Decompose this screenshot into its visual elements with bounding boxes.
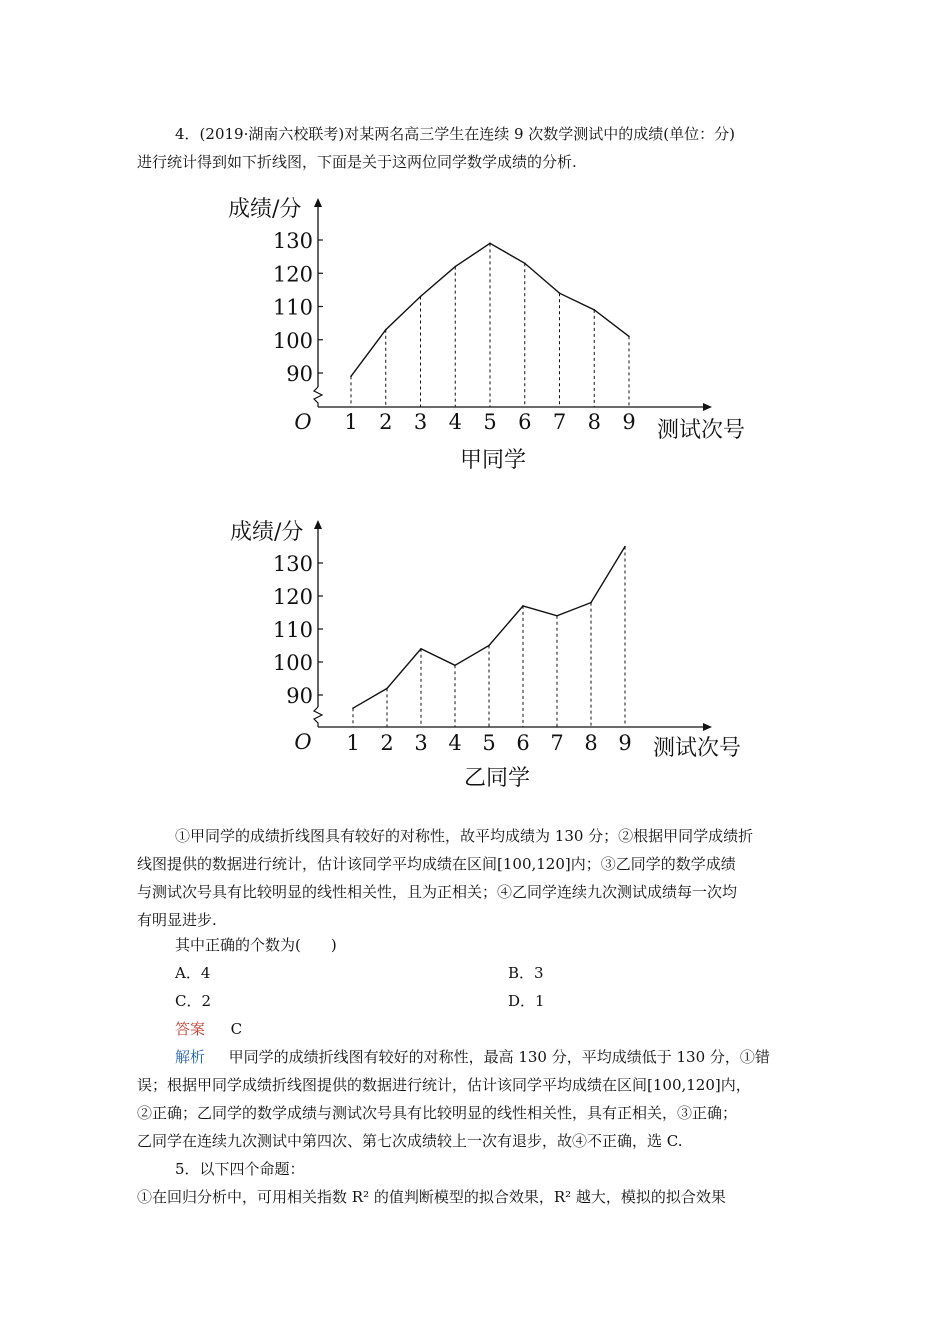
y-axis-break <box>314 707 322 727</box>
data-point <box>522 605 524 607</box>
x-tick-label: 5 <box>483 410 497 434</box>
y-axis-label: 成绩/分 <box>230 520 304 545</box>
answer-label: 答案 <box>175 1020 206 1038</box>
y-tick-label: 120 <box>272 585 313 609</box>
y-axis-arrow <box>314 520 322 529</box>
x-tick-label: 4 <box>448 410 462 434</box>
data-point <box>624 546 626 548</box>
x-tick-label: 6 <box>518 410 532 434</box>
option-c: C．2 <box>175 992 212 1010</box>
x-tick-label: 5 <box>482 731 496 755</box>
y-tick-label: 130 <box>272 552 313 576</box>
x-tick-label: 9 <box>618 731 632 755</box>
data-point <box>488 645 490 647</box>
answer-row <box>175 1019 242 1039</box>
y-axis-label: 成绩/分 <box>228 197 302 222</box>
statements-line3: 与测试次号具有比较明显的线性相关性，且为正相关；④乙同学连续九次测试成绩每一次均 <box>137 883 738 901</box>
origin-label: O <box>294 730 312 754</box>
x-axis-label: 测试次号 <box>653 736 742 761</box>
x-tick-label: 4 <box>448 731 462 755</box>
statements-line1: ①甲同学的成绩折线图具有较好的对称性，故平均成绩为 130 分；②根据甲同学成绩折 <box>175 827 754 845</box>
question5-line2: ①在回归分析中，可用相关指数 R² 的值判断模型的拟合效果，R² 越大，模拟的拟合效果 <box>137 1188 726 1206</box>
data-point <box>352 707 354 709</box>
option-a: A．4 <box>175 964 211 982</box>
x-tick-label: 9 <box>622 410 636 434</box>
answer-value: C <box>230 1020 243 1038</box>
analysis-line4: 乙同学在连续九次测试中第四次、第七次成绩较上一次有退步，故④不正确，选 C. <box>137 1132 683 1150</box>
option-b: B．3 <box>508 964 544 982</box>
x-tick-label: 3 <box>413 410 428 434</box>
statements-line4: 有明显进步. <box>137 911 217 929</box>
x-axis-label: 测试次号 <box>657 418 746 443</box>
question4-line2: 进行统计得到如下折线图，下面是关于这两位同学数学成绩的分析. <box>137 153 577 171</box>
statements-line2: 线图提供的数据进行统计，估计该同学平均成绩在区间[100,120]内；③乙同学的数学成绩 <box>137 855 736 873</box>
chart-title: 乙同学 <box>463 766 531 791</box>
y-tick-label: 100 <box>272 651 313 675</box>
y-tick-label: 90 <box>286 362 313 386</box>
data-point <box>556 615 558 617</box>
x-tick-label: 8 <box>587 410 601 434</box>
y-tick-label: 90 <box>286 684 313 708</box>
analysis-line3: ②正确；乙同学的数学成绩与测试次号具有比较明显的线性相关性，具有正相关，③正确； <box>137 1104 738 1122</box>
question4-line1: 4．(2019·湖南六校联考)对某两名高三学生在连续 9 次数学测试中的成绩(单位：分) <box>175 125 735 143</box>
chart-title: 甲同学 <box>459 448 527 473</box>
origin-label: O <box>294 410 312 434</box>
x-tick-label: 6 <box>516 731 530 755</box>
analysis-text1: 甲同学的成绩折线图有较好的对称性，最高 130 分，平均成绩低于 130 分，①错 <box>228 1048 770 1066</box>
data-point <box>454 665 456 667</box>
x-tick-label: 7 <box>550 731 564 755</box>
x-tick-label: 2 <box>379 410 393 434</box>
analysis-label: 解析 <box>175 1048 206 1066</box>
analysis-line1 <box>175 1047 770 1067</box>
x-tick-label: 3 <box>414 731 428 755</box>
x-tick-label: 1 <box>346 731 360 755</box>
question-prompt: 其中正确的个数为( ) <box>175 936 337 954</box>
analysis-line2: 误；根据甲同学成绩折线图提供的数据进行统计，估计该同学平均成绩在区间[100,120]内， <box>137 1076 751 1094</box>
x-tick-label: 2 <box>380 731 394 755</box>
x-tick-label: 7 <box>552 410 567 434</box>
x-axis-arrow <box>703 723 712 731</box>
x-tick-label: 8 <box>584 731 598 755</box>
data-point <box>386 688 388 690</box>
data-point <box>590 602 592 604</box>
y-tick-label: 110 <box>272 295 313 320</box>
y-tick-label: 100 <box>272 328 313 353</box>
data-point <box>420 648 422 650</box>
x-tick-label: 1 <box>344 410 358 434</box>
y-tick-label: 120 <box>272 262 313 287</box>
y-tick-label: 130 <box>272 229 313 253</box>
option-d: D．1 <box>508 992 545 1010</box>
y-tick-label: 110 <box>272 618 313 642</box>
question5-line1: 5．以下四个命题： <box>175 1160 305 1178</box>
